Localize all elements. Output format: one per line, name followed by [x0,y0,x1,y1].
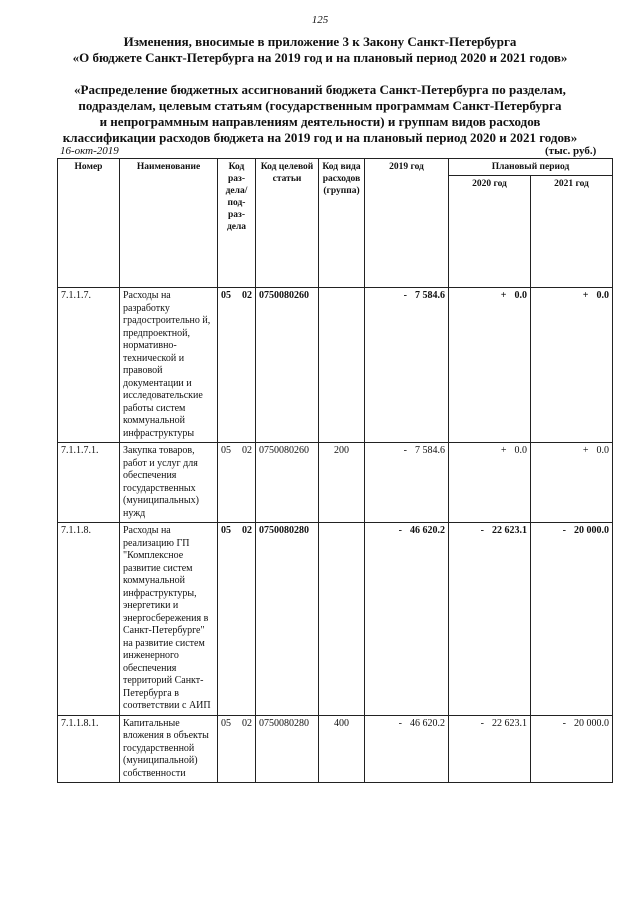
podrazdel-code: 02 [242,717,252,729]
value-sign: + [582,445,589,456]
value-sign: + [500,290,507,301]
col-name-header: Наименование [120,159,218,288]
razdel-code: 05 [221,445,231,456]
col-2019-header: 2019 год [365,159,449,288]
table-row [58,443,613,523]
page-number: 125 [311,14,329,26]
row-number: 7.1.1.8.1. [58,715,120,783]
row-name: Расходы на реализацию ГП "Комплексное развитие систем коммунальной инфраструктуры, энергетики и энергосбережения в Санкт-Петербурге" на развитие систем инженерного обеспечения территорий Санкт-Петербурга в соответствии с АИП [120,523,218,716]
value-sign: - [480,717,484,729]
row-value-2019 [365,715,449,783]
value-amount: 20 000.0 [574,717,609,729]
value-amount: 22 623.1 [492,717,527,729]
value-sign: - [480,525,484,536]
podrazdel-code: 02 [242,525,252,536]
value-amount: 46 620.2 [410,717,445,729]
value-amount: 20 000.0 [574,525,609,536]
podrazdel-code: 02 [242,290,252,301]
value-sign: - [403,445,407,456]
row-number: 7.1.1.8. [58,523,120,716]
col-section-header: Код раз- дела/ под- раз- дела [218,159,256,288]
value-sign: - [403,290,407,301]
col-2021-header: 2021 год [531,176,613,288]
title-line-2: «О бюджете Санкт-Петербурга на 2019 год и на плановый период 2020 и 2021 годов» [72,50,568,65]
row-value-2020 [449,288,531,443]
row-target-code: 0750080260 [256,288,319,443]
col-plan-header: Плановый период [449,159,613,176]
title-line-1: Изменения, вносимые в приложение 3 к Закону Санкт-Петербурга [123,34,517,49]
row-section-code [218,443,256,523]
row-number: 7.1.1.7.1. [58,443,120,523]
value-amount: 0.0 [596,290,609,301]
row-value-2020 [449,715,531,783]
row-target-code: 0750080280 [256,715,319,783]
row-value-2021 [531,523,613,716]
value-amount: 7 584.6 [415,290,445,301]
allocation-table [57,158,613,783]
document-subtitle [40,82,600,146]
row-value-2020 [449,443,531,523]
razdel-code: 05 [221,525,231,536]
row-name: Закупка товаров, работ и услуг для обеспечения государственных (муниципальных) нужд [120,443,218,523]
table-row [58,288,613,443]
value-amount: 0.0 [514,445,527,456]
row-name: Капитальные вложения в объекты государственной (муниципальной) собственности [120,715,218,783]
table-row [58,523,613,716]
row-value-2019 [365,443,449,523]
value-amount: 22 623.1 [492,525,527,536]
row-value-2020 [449,523,531,716]
col-number-header: Номер [58,159,120,288]
podrazdel-code: 02 [242,445,252,456]
row-target-code: 0750080280 [256,523,319,716]
subtitle-line-1: «Распределение бюджетных ассигнований бюджета Санкт-Петербурга по разделам, [74,82,566,97]
row-value-2021 [531,715,613,783]
units-label: (тыс. руб.) [545,145,597,157]
row-type-code [319,288,365,443]
col-type-header: Код вида расходов (группа) [319,159,365,288]
value-amount: 0.0 [514,290,527,301]
row-section-code [218,715,256,783]
value-amount: 7 584.6 [415,445,445,456]
value-sign: - [398,525,402,536]
table-body [58,288,613,783]
value-sign: + [582,290,589,301]
row-type-code: 200 [319,443,365,523]
row-target-code: 0750080260 [256,443,319,523]
row-section-code [218,523,256,716]
row-type-code: 400 [319,715,365,783]
col-target-header: Код целевой статьи [256,159,319,288]
razdel-code: 05 [221,290,231,301]
row-type-code [319,523,365,716]
value-sign: - [398,717,402,729]
subtitle-line-3: и непрограммным направлениям деятельности) и группам видов расходов [99,114,541,129]
value-sign: + [500,445,507,456]
table-row [58,715,613,783]
value-sign: - [562,717,566,729]
subtitle-line-2: подразделам, целевым статьям (государственным программам Санкт-Петербурга [78,98,562,113]
row-section-code [218,288,256,443]
row-number: 7.1.1.7. [58,288,120,443]
razdel-code: 05 [221,717,231,729]
value-amount: 46 620.2 [410,525,445,536]
row-name: Расходы на разработку градостроительно й, предпроектной, нормативно-технической и правовой документации и исследовательские работы систем коммунальной инфраструктуры [120,288,218,443]
row-value-2021 [531,288,613,443]
row-value-2019 [365,288,449,443]
value-sign: - [562,525,566,536]
col-2020-header: 2020 год [449,176,531,288]
value-amount: 0.0 [596,445,609,456]
document-date: 16-окт-2019 [60,145,119,157]
row-value-2021 [531,443,613,523]
document-title [0,34,640,66]
subtitle-line-4: классификации расходов бюджета на 2019 год и на плановый период 2020 и 2021 годов» [62,130,578,145]
row-value-2019 [365,523,449,716]
